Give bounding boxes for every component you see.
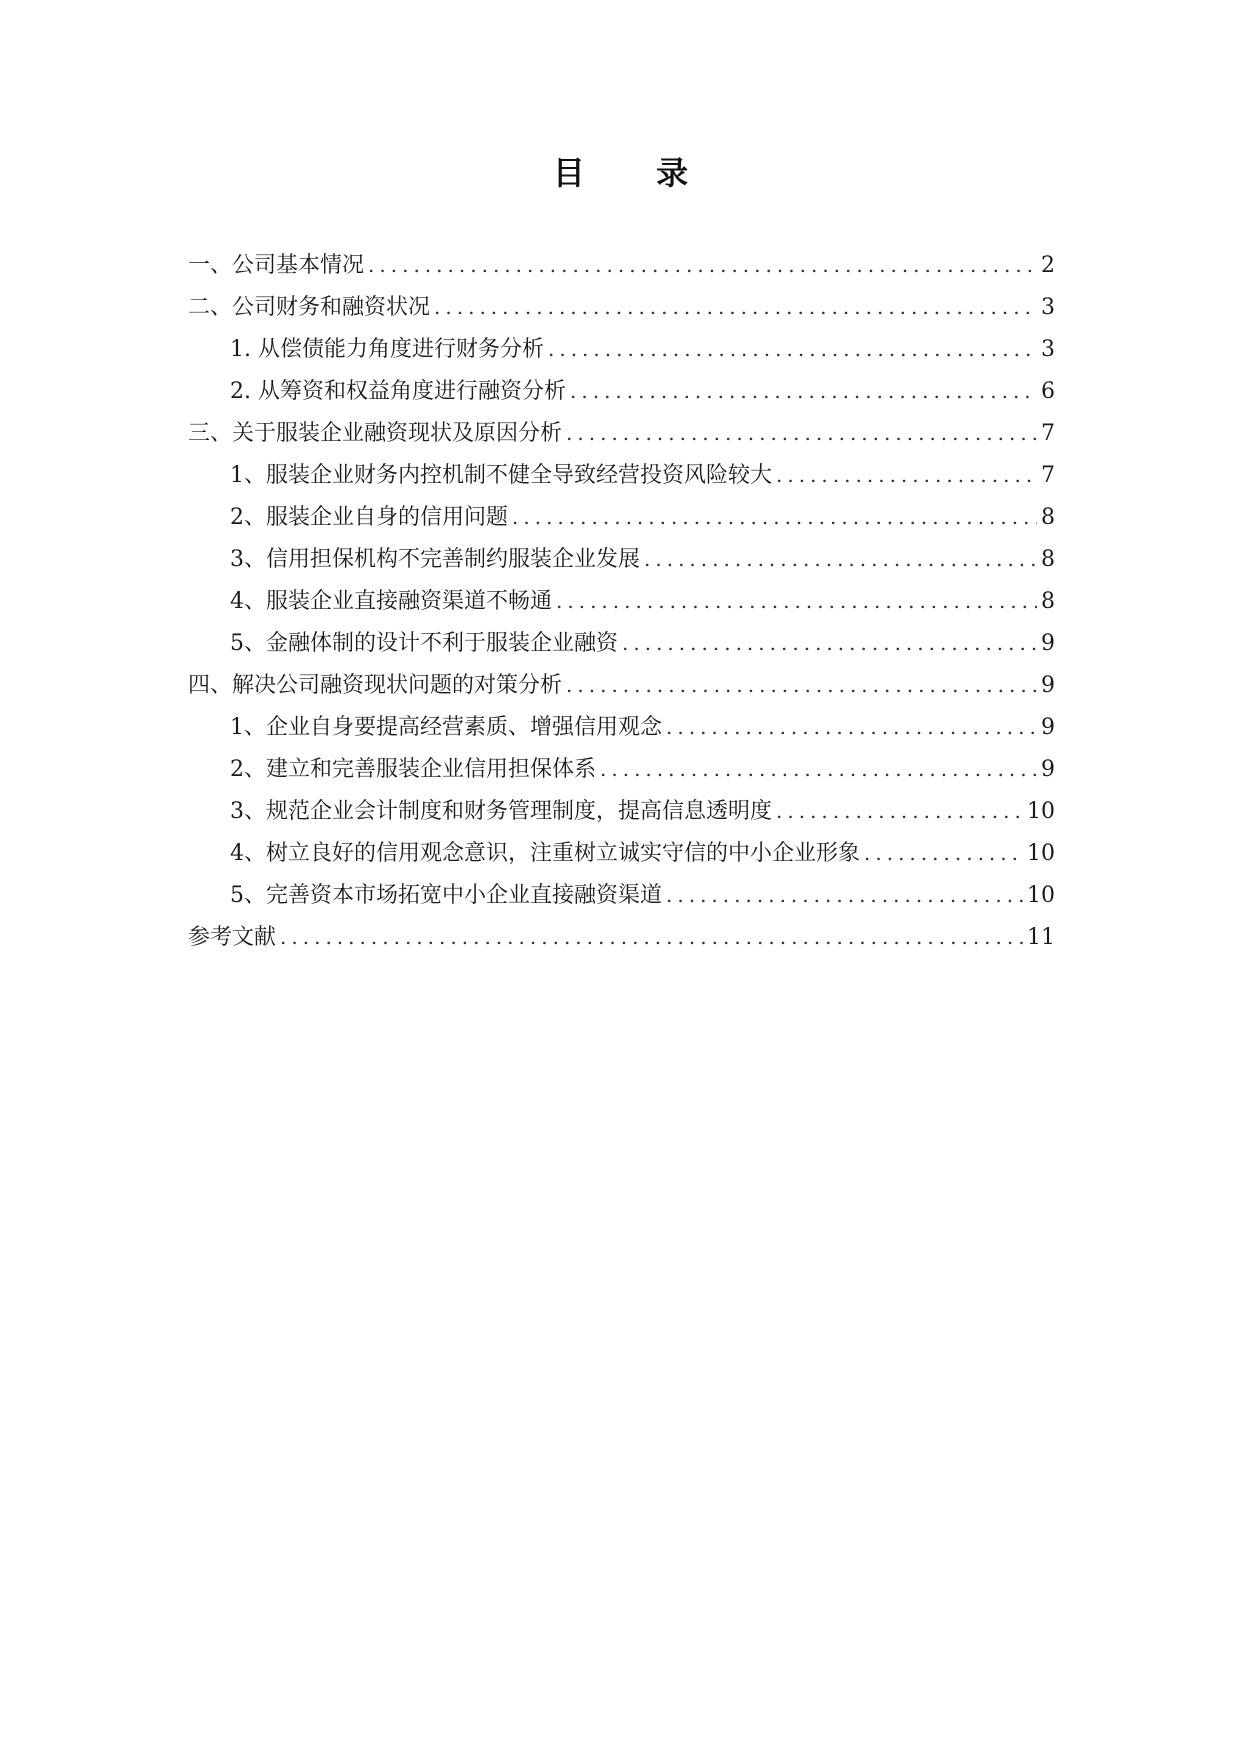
toc-title: 目 录 bbox=[552, 154, 719, 192]
toc-dot-leader bbox=[666, 706, 1037, 748]
toc-entry-label: 一、公司基本情况 bbox=[188, 253, 365, 278]
toc-entry[interactable] bbox=[188, 328, 1055, 370]
toc-dot-leader bbox=[600, 748, 1037, 790]
toc-dot-leader bbox=[280, 916, 1023, 958]
toc-entry[interactable] bbox=[188, 286, 1055, 328]
toc-entry[interactable] bbox=[188, 412, 1055, 454]
toc-entry-label: 5、完善资本市场拓宽中小企业直接融资渠道 bbox=[230, 883, 662, 908]
toc-entry[interactable] bbox=[188, 538, 1055, 580]
toc-entry-label: 1、服装企业财务内控机制不健全导致经营投资风险较大 bbox=[230, 463, 772, 488]
toc-dot-leader bbox=[548, 328, 1037, 370]
toc-page-number: 2 bbox=[1041, 253, 1055, 278]
toc-entry[interactable] bbox=[188, 496, 1055, 538]
toc-page-number: 8 bbox=[1041, 547, 1055, 572]
toc-entry[interactable] bbox=[188, 454, 1055, 496]
toc-list bbox=[188, 244, 1055, 958]
toc-page-number: 9 bbox=[1041, 631, 1055, 656]
toc-entry[interactable] bbox=[188, 790, 1055, 832]
toc-entry-label: 二、公司财务和融资状况 bbox=[188, 295, 431, 320]
toc-entry[interactable] bbox=[188, 832, 1055, 874]
toc-dot-leader bbox=[864, 832, 1023, 874]
toc-entry-label: 3、信用担保机构不完善制约服装企业发展 bbox=[230, 547, 640, 572]
toc-dot-leader bbox=[776, 790, 1023, 832]
toc-entry[interactable] bbox=[188, 580, 1055, 622]
toc-dot-leader bbox=[566, 664, 1037, 706]
toc-dot-leader bbox=[776, 454, 1037, 496]
toc-entry-label: 三、关于服装企业融资现状及原因分析 bbox=[188, 421, 563, 446]
toc-page-number: 7 bbox=[1041, 463, 1055, 488]
toc-page-number: 8 bbox=[1041, 589, 1055, 614]
toc-entry-label: 3、规范企业会计制度和财务管理制度，提高信息透明度 bbox=[230, 799, 772, 824]
toc-page-number: 6 bbox=[1041, 379, 1055, 404]
toc-dot-leader bbox=[556, 580, 1037, 622]
toc-entry[interactable] bbox=[188, 916, 1055, 958]
toc-entry-label: 2、服装企业自身的信用问题 bbox=[230, 505, 508, 530]
toc-page-number: 11 bbox=[1027, 925, 1055, 950]
toc-entry[interactable] bbox=[188, 664, 1055, 706]
toc-dot-leader bbox=[570, 370, 1037, 412]
toc-entry[interactable] bbox=[188, 370, 1055, 412]
toc-dot-leader bbox=[666, 874, 1023, 916]
toc-dot-leader bbox=[644, 538, 1037, 580]
toc-page-number: 10 bbox=[1027, 841, 1055, 866]
toc-entry[interactable] bbox=[188, 622, 1055, 664]
toc-dot-leader bbox=[512, 496, 1037, 538]
toc-dot-leader bbox=[622, 622, 1037, 664]
toc-entry-label: 1. 从偿债能力角度进行财务分析 bbox=[230, 337, 544, 362]
toc-entry[interactable] bbox=[188, 748, 1055, 790]
toc-entry-label: 2、建立和完善服装企业信用担保体系 bbox=[230, 757, 596, 782]
toc-page-number: 8 bbox=[1041, 505, 1055, 530]
toc-dot-leader bbox=[566, 412, 1037, 454]
toc-page-number: 3 bbox=[1041, 337, 1055, 362]
toc-page-number: 9 bbox=[1041, 757, 1055, 782]
toc-entry[interactable] bbox=[188, 244, 1055, 286]
toc-entry-label: 4、树立良好的信用观念意识，注重树立诚实守信的中小企业形象 bbox=[230, 841, 860, 866]
toc-page-number: 7 bbox=[1041, 421, 1055, 446]
toc-page-number: 3 bbox=[1041, 295, 1055, 320]
toc-entry-label: 4、服装企业直接融资渠道不畅通 bbox=[230, 589, 552, 614]
toc-page-number: 10 bbox=[1027, 799, 1055, 824]
toc-entry-label: 5、金融体制的设计不利于服装企业融资 bbox=[230, 631, 618, 656]
toc-dot-leader bbox=[434, 286, 1037, 328]
toc-entry-label: 2. 从筹资和权益角度进行融资分析 bbox=[230, 379, 566, 404]
toc-entry[interactable] bbox=[188, 874, 1055, 916]
toc-entry-label: 参考文献 bbox=[188, 925, 277, 950]
toc-page-number: 9 bbox=[1041, 715, 1055, 740]
toc-entry-label: 1、企业自身要提高经营素质、增强信用观念 bbox=[230, 715, 662, 740]
toc-dot-leader bbox=[368, 244, 1037, 286]
toc-entry[interactable] bbox=[188, 706, 1055, 748]
toc-entry-label: 四、解决公司融资现状问题的对策分析 bbox=[188, 673, 563, 698]
toc-page-number: 10 bbox=[1027, 883, 1055, 908]
toc-page-number: 9 bbox=[1041, 673, 1055, 698]
